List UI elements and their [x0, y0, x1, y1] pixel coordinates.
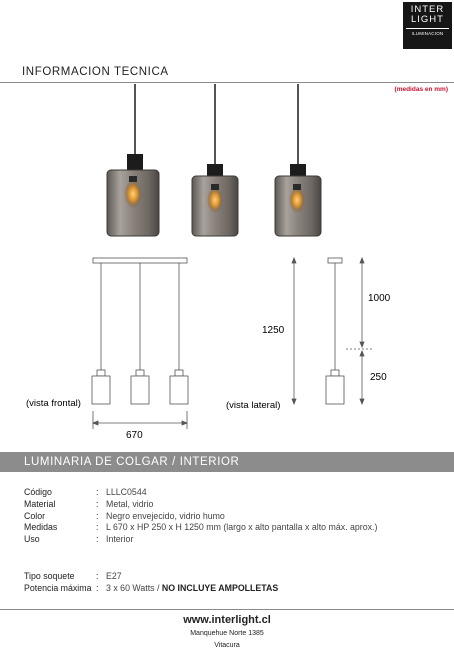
height-dimension: 1250	[262, 325, 285, 336]
electrical-spec-list	[24, 571, 444, 595]
spec-separator: :	[96, 534, 99, 545]
spec-list	[24, 487, 444, 546]
spec-key: Potencia máxima	[24, 582, 92, 593]
spec-separator: :	[96, 522, 99, 533]
units-note: (medidas en mm)	[394, 86, 448, 93]
address-line: Manquehue Norte 1385	[190, 630, 264, 637]
pendant-lamp-1	[107, 84, 159, 236]
website-link[interactable]: www.interlight.cl	[183, 614, 271, 626]
spec-key: Medidas	[24, 522, 58, 533]
spec-separator: :	[96, 571, 99, 581]
footer-divider	[0, 609, 454, 610]
spec-value: E27	[106, 571, 122, 581]
spec-row-dimensions	[24, 522, 444, 534]
technical-drawing	[0, 245, 454, 445]
spec-separator: :	[96, 582, 99, 593]
section-divider	[0, 82, 454, 83]
pendant-lamp-3	[275, 84, 321, 236]
brand-logo	[403, 2, 452, 49]
spec-value: LLLC0544	[106, 487, 147, 497]
front-view-label: (vista frontal)	[26, 398, 81, 409]
spec-separator: :	[96, 487, 99, 497]
spec-key: Código	[24, 487, 52, 497]
logo-line-2: LIGHT	[411, 14, 444, 25]
front-view-drawing	[92, 258, 188, 429]
pendant-lamp-2	[192, 84, 238, 236]
power-value: 3 x 60 Watts /	[106, 582, 162, 593]
section-title: INFORMACION TECNICA	[22, 66, 169, 78]
spec-key: Color	[24, 510, 46, 521]
power-note: NO INCLUYE AMPOLLETAS	[161, 582, 279, 593]
spec-row-code	[24, 487, 444, 499]
spec-value: Negro envejecido, vidrio humo	[106, 510, 225, 521]
width-dimension: 670	[126, 430, 143, 441]
side-view-label: (vista lateral)	[226, 400, 281, 411]
spec-value	[106, 583, 444, 595]
spec-separator: :	[96, 498, 99, 509]
logo-line-3: ILUMINACION	[411, 31, 444, 36]
spec-value: L 670 x HP 250 x H 1250 mm (largo x alto pantalla x alto máx. aprox.)	[106, 522, 378, 533]
spec-key: Material	[24, 498, 56, 509]
spec-key: Uso	[24, 534, 40, 545]
logo-divider	[406, 28, 449, 29]
spec-value: Metal, vidrio	[106, 498, 154, 509]
spec-separator: :	[96, 510, 99, 521]
spec-row-power	[24, 583, 444, 595]
product-photo	[100, 84, 360, 244]
category-title: LUMINARIA DE COLGAR / INTERIOR	[24, 456, 240, 468]
shade-dimension: 250	[370, 372, 387, 383]
spec-row-material	[24, 499, 444, 511]
spec-key: Tipo soquete	[24, 571, 75, 581]
spec-row-color	[24, 511, 444, 523]
logo-line-1: INTER	[410, 4, 445, 15]
cable-dimension: 1000	[368, 293, 391, 304]
spec-value: Interior	[106, 534, 134, 545]
city-line: Vitacura	[214, 642, 240, 649]
spec-row-socket	[24, 571, 444, 583]
side-view-drawing	[292, 258, 372, 404]
spec-row-use	[24, 534, 444, 546]
